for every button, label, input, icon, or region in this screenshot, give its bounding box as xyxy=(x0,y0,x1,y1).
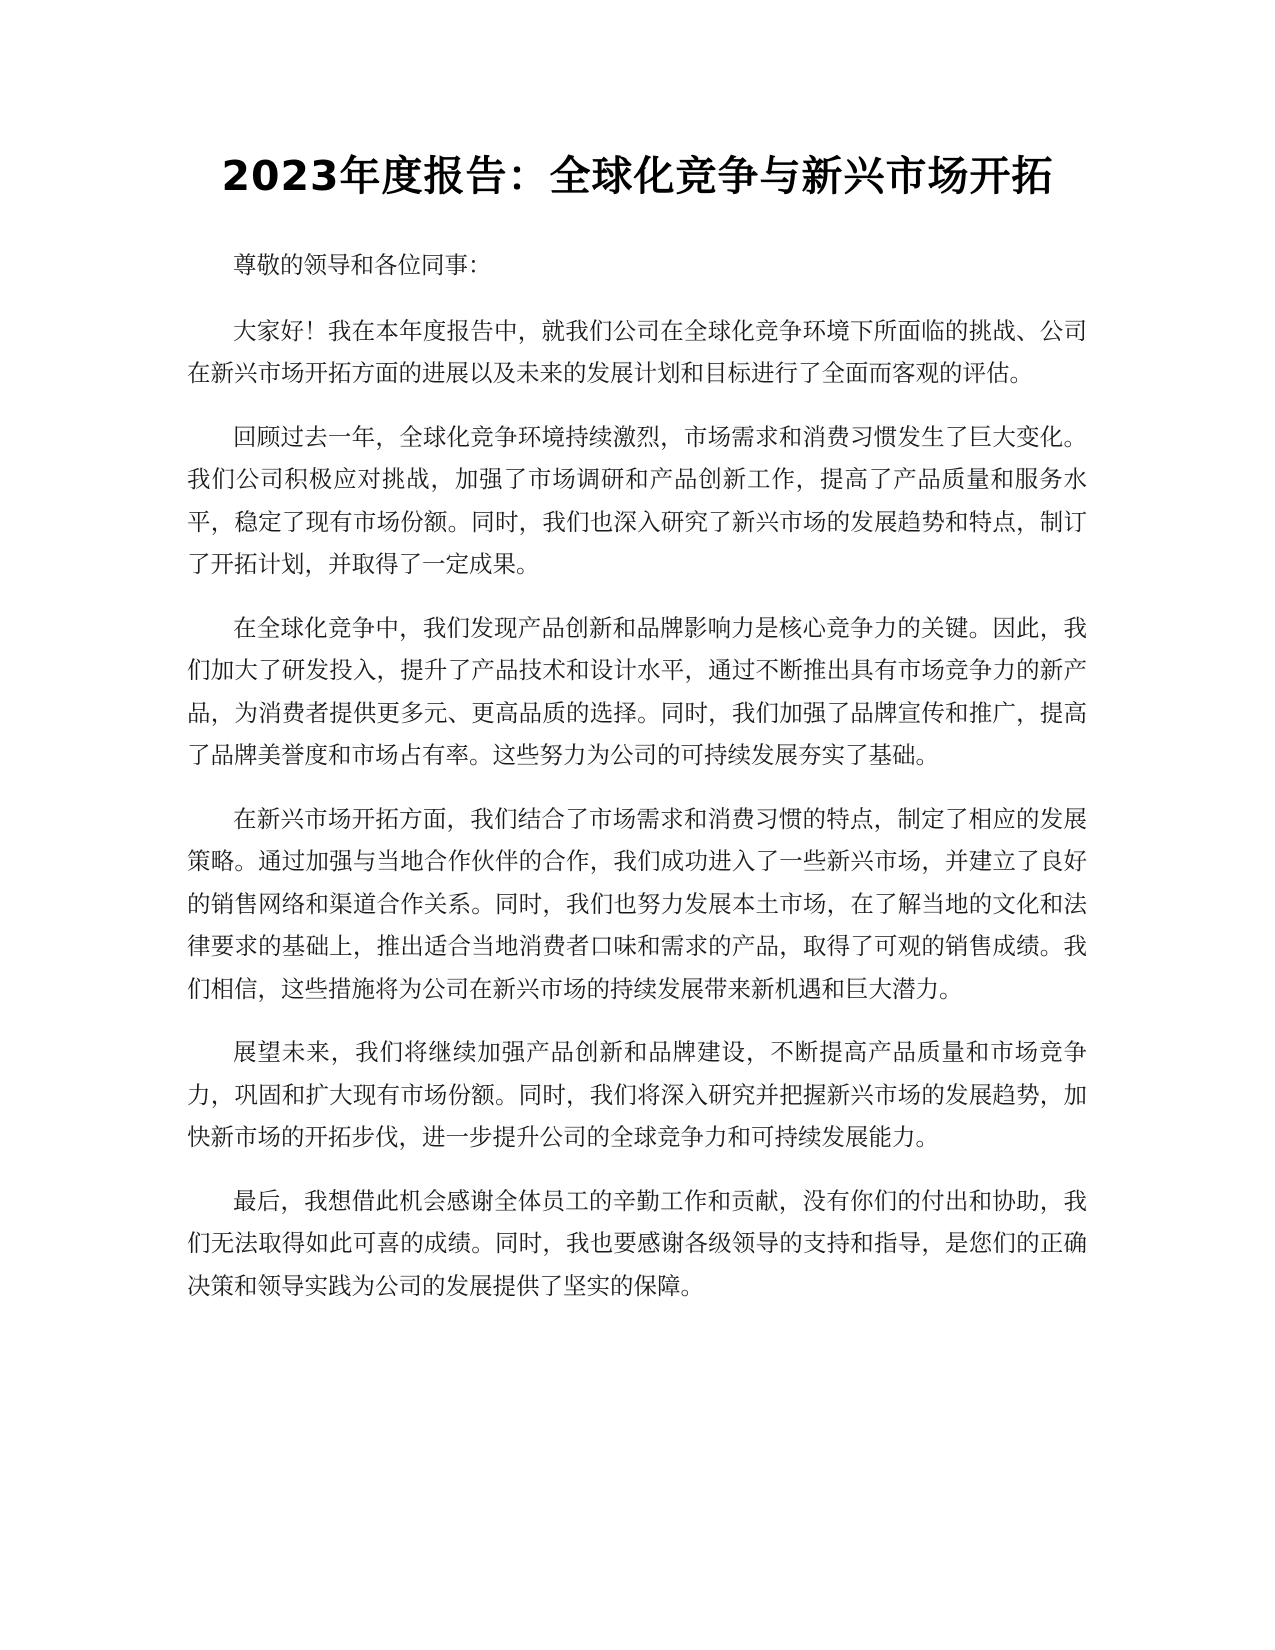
paragraph-review: 回顾过去一年，全球化竞争环境持续激烈，市场需求和消费习惯发生了巨大变化。我们公司积极应对挑战，加强了市场调研和产品创新工作，提高了产品质量和服务水平，稳定了现有市场份额。同时，我们也深入研究了新兴市场的发展趋势和特点，制订了开拓计划，并取得了一定成果。 xyxy=(187,422,1087,578)
paragraph-global-competition: 在全球化竞争中，我们发现产品创新和品牌影响力是核心竞争力的关键。因此，我们加大了研发投入，提升了产品技术和设计水平，通过不断推出具有市场竞争力的新产品，为消费者提供更多元、更高品质的选择。同时，我们加强了品牌宣传和推广，提高了品牌美誉度和市场占有率。这些努力为公司的可持续发展夯实了基础。 xyxy=(187,613,1087,769)
paragraph-outlook: 展望未来，我们将继续加强产品创新和品牌建设，不断提高产品质量和市场竞争力，巩固和扩大现有市场份额。同时，我们将深入研究并把握新兴市场的发展趋势，加快新市场的开拓步伐，进一步提升公司的全球竞争力和可持续发展能力。 xyxy=(187,1038,1087,1151)
document-title: 2023年度报告：全球化竞争与新兴市场开拓 xyxy=(221,152,1054,200)
document-body xyxy=(187,244,1087,1328)
paragraph-thanks: 最后，我想借此机会感谢全体员工的辛勤工作和贡献，没有你们的付出和协助，我们无法取得如此可喜的成绩。同时，我也要感谢各级领导的支持和指导，是您们的正确决策和领导实践为公司的发展提供了坚实的保障。 xyxy=(187,1186,1087,1300)
paragraph-intro: 大家好！我在本年度报告中，就我们公司在全球化竞争环境下所面临的挑战、公司在新兴市场开拓方面的进展以及未来的发展计划和目标进行了全面而客观的评估。 xyxy=(187,316,1087,387)
paragraph-emerging-markets: 在新兴市场开拓方面，我们结合了市场需求和消费习惯的特点，制定了相应的发展策略。通过加强与当地合作伙伴的合作，我们成功进入了一些新兴市场，并建立了良好的销售网络和渠道合作关系。同时，我们也努力发展本土市场，在了解当地的文化和法律要求的基础上，推出适合当地消费者口味和需求的产品，取得了可观的销售成绩。我们相信，这些措施将为公司在新兴市场的持续发展带来新机遇和巨大潜力。 xyxy=(187,804,1087,1003)
salutation: 尊敬的领导和各位同事： xyxy=(233,251,492,279)
